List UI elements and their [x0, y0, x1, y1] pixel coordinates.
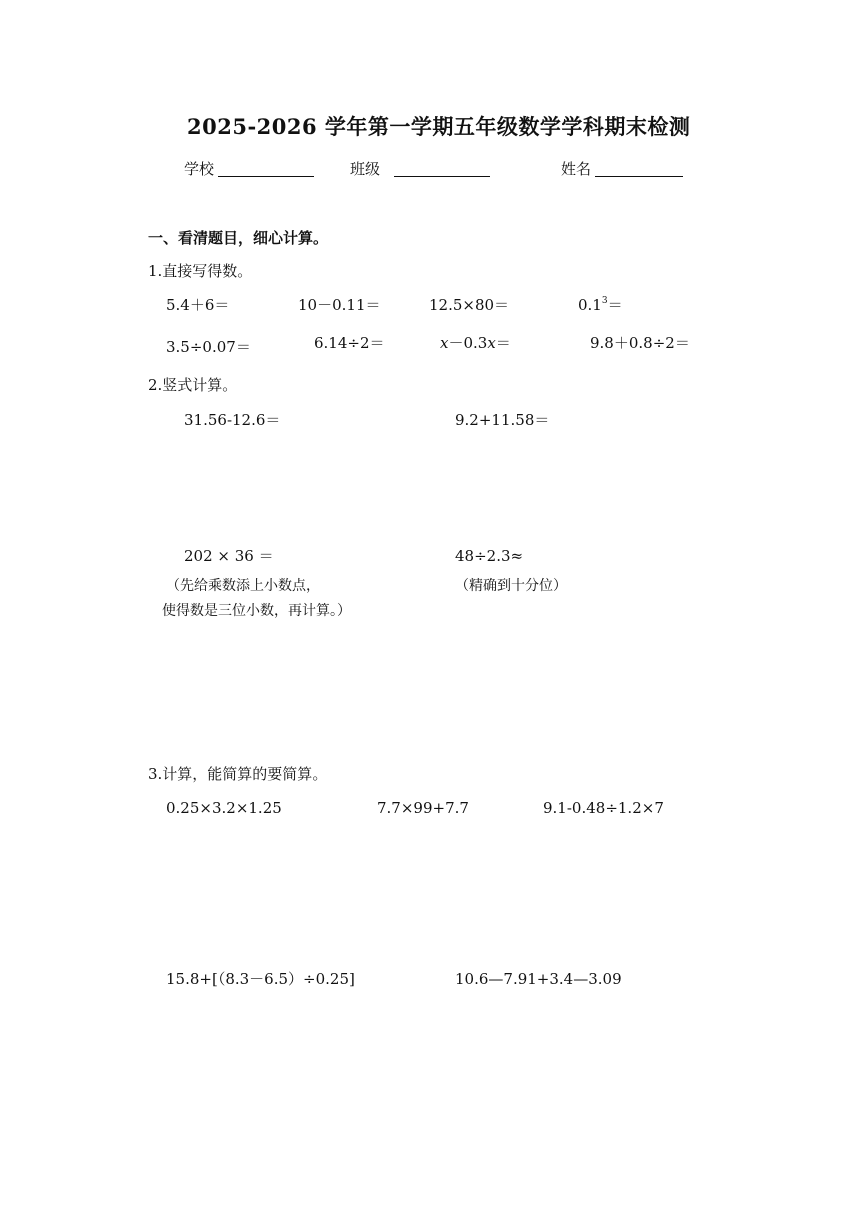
q1-item-3: 12.5×80＝ [429, 296, 510, 314]
school-blank[interactable] [218, 160, 314, 177]
q2-item-1: 31.56-12.6＝ [184, 411, 281, 429]
q3-item-5: 10.6—7.91+3.4—3.09 [455, 970, 622, 988]
q3-item-3: 9.1-0.48÷1.2×7 [543, 799, 664, 817]
q2-note-a-line1: （先给乘数添上小数点， [166, 578, 320, 594]
q1-item-7-equals: ＝ [495, 334, 511, 352]
exam-title: 2025-2026 学年第一学期五年级数学学科期末检测 [187, 114, 691, 139]
q3-item-2: 7.7×99+7.7 [377, 799, 469, 817]
q1-item-7-var1: x [440, 334, 449, 352]
q1-item-7 [440, 334, 511, 352]
q1-item-4-exponent: 3 [601, 296, 608, 306]
q2-label: 2.竖式计算。 [148, 376, 238, 394]
q1-item-6: 6.14÷2＝ [314, 334, 385, 352]
q3-item-1: 0.25×3.2×1.25 [166, 799, 282, 817]
q1-item-8: 9.8＋0.8÷2＝ [590, 334, 690, 352]
class-label: 班级 [350, 160, 381, 178]
school-label: 学校 [184, 160, 215, 178]
q2-note-b: （精确到十分位） [455, 578, 567, 594]
q1-item-7-var2: x [487, 334, 496, 352]
name-label: 姓名 [561, 160, 592, 178]
q1-label: 1.直接写得数。 [148, 262, 253, 280]
class-blank[interactable] [394, 160, 490, 177]
q2-item-2: 9.2+11.58＝ [455, 411, 550, 429]
q1-item-4 [578, 296, 623, 314]
q1-item-2: 10－0.11＝ [298, 296, 381, 314]
q2-item-3: 202 × 36 ＝ [184, 547, 274, 565]
q1-item-5: 3.5÷0.07＝ [166, 338, 251, 356]
q2-note-a-line2: 使得数是三位小数，再计算。） [162, 603, 351, 619]
section-heading: 一、看清题目，细心计算。 [148, 229, 329, 247]
q3-item-4: 15.8+[（8.3－6.5）÷0.25] [166, 970, 355, 988]
q2-item-4: 48÷2.3≈ [455, 547, 524, 565]
q1-item-7-mid: －0.3 [448, 334, 488, 352]
q1-item-4-equals: ＝ [607, 296, 623, 314]
q3-label: 3.计算，能简算的要简算。 [148, 765, 328, 783]
name-blank[interactable] [595, 160, 683, 177]
q1-item-1: 5.4＋6＝ [166, 296, 230, 314]
q1-item-4-base: 0.1 [578, 296, 602, 314]
